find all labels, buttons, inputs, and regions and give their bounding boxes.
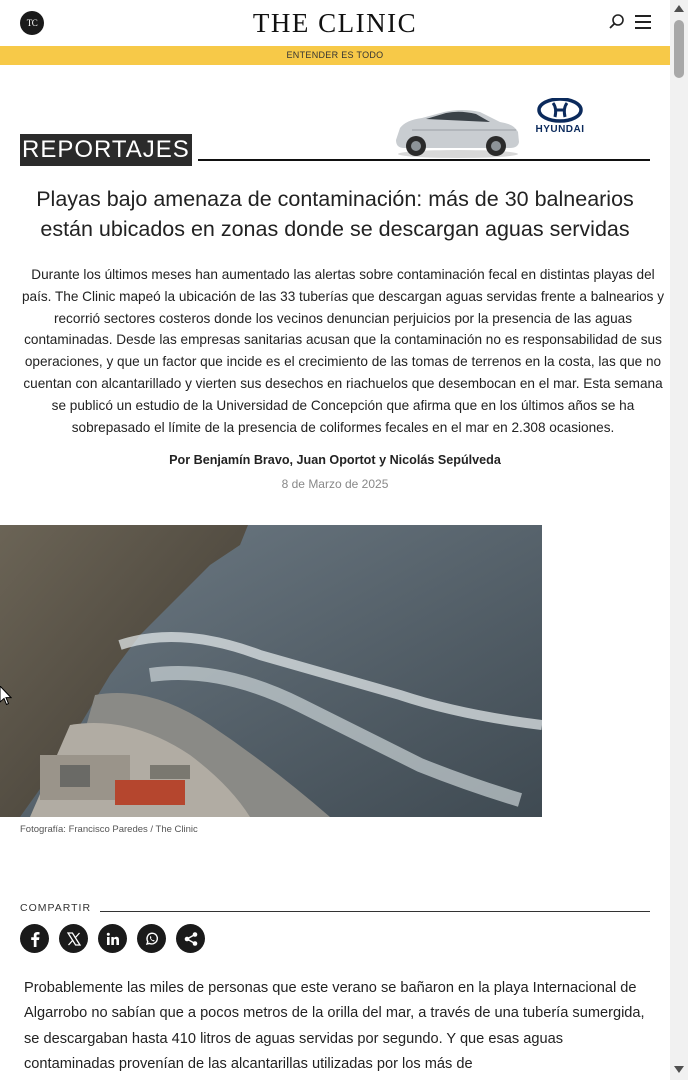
facebook-share-button[interactable] [20,924,49,953]
share-divider [100,911,650,912]
article-body-paragraph: Probablemente las miles de personas que este verano se bañaron en la playa Internacional de Algarrobo no sabían que a pocos metros de la orilla del mar, a través de una tubería sumergida, se descargaban hasta 410 litros de aguas servidas por segundo. Y que esas aguas contaminadas provenían de las alcantarillas utilizadas por los más de [24,980,645,1072]
tagline-bar: ENTENDER ES TODO [0,46,670,65]
scroll-up-arrow-icon[interactable] [673,4,685,14]
article-photo [0,525,542,817]
article-byline: Por Benjamín Bravo, Juan Oportot y Nicolás Sepúlveda [169,453,501,467]
scroll-down-arrow-icon[interactable] [673,1064,685,1074]
x-icon [67,932,81,946]
section-heading [20,134,650,166]
site-title[interactable]: THE CLINIC [252,8,418,38]
article-lead: Durante los últimos meses han aumentado las alertas sobre contaminación fecal en distintas playas del país. The Clinic mapeó la ubicación de las 33 tuberías que descargan aguas servidas frente a balnearios y recorrió sectores costeros donde los vecinos denuncian perjuicios por la presencia de las aguas contaminadas. Desde las empresas sanitarias acusan que la contaminación no es responsabilidad de sus operaciones, y que un factor que incide es el crecimiento de las tomas de terrenos en la costa, las que no cuentan con alcantarillado y vierten sus desechos en riachuelos que desembocan en el mar. Esta semana se publicó un estudio de la Universidad de Concepción que afirma que en los últimos años se ha sobrepasado el límite de la presencia de coliformes fecales en el mar en 2.308 ocasiones. [21,267,665,435]
scrollbar-thumb[interactable] [674,20,684,78]
article-date: 8 de Marzo de 2025 [281,477,389,491]
linkedin-icon [106,932,120,946]
share-icon [183,931,199,947]
share-label: COMPARTIR [20,902,92,914]
site-logo[interactable]: TC [20,11,44,35]
whatsapp-icon [144,931,160,947]
generic-share-button[interactable] [176,924,205,953]
search-icon[interactable] [608,13,626,31]
mouse-cursor-icon [0,686,12,708]
scrollbar[interactable] [670,0,688,1080]
whatsapp-share-button[interactable] [137,924,166,953]
photo-caption: Fotografía: Francisco Paredes / The Clinic [20,824,198,835]
linkedin-share-button[interactable] [98,924,127,953]
facebook-icon [28,931,42,947]
x-share-button[interactable] [59,924,88,953]
menu-icon[interactable] [634,13,652,31]
sponsor-brand-name: HYUNDAI [535,124,585,135]
site-header [0,0,670,46]
article-headline: Playas bajo amenaza de contaminación: más de 30 balnearios están ubicados en zonas donde se descargan aguas servidas [36,187,634,241]
section-label[interactable]: REPORTAJES [20,134,192,166]
section-divider [198,159,650,161]
